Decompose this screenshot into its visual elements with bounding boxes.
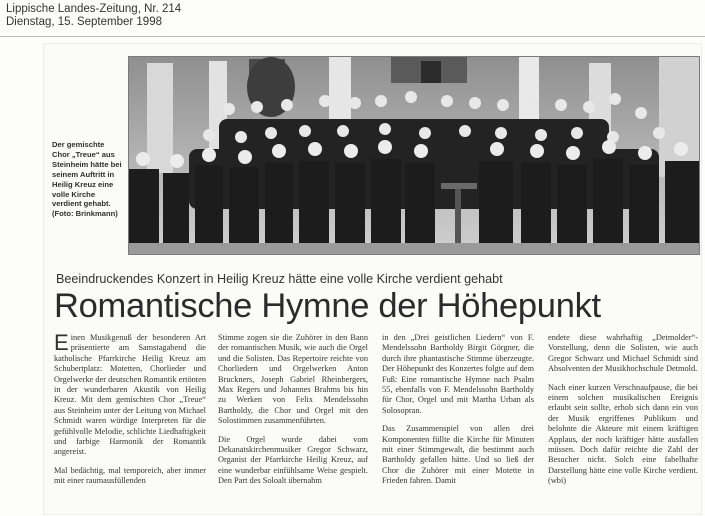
photo-caption: Der gemischte Chor „Treue“ aus Steinheim hätte bei seinem Auftritt in Heilig Kreuz eine volle Kirche verdient gehabt. (Foto: Brinkmann) [52,140,122,219]
paragraph: Nach einer kurzen Verschnaufpause, die bei einem solchen musikalischen Ereignis erlaubt sein sollte, erhob sich dann ein von der Musik ergriffenes Publikum und belohnte die Akteure mit einem kräftigen Applaus, der noch kräftiger hätte ausfallen müssen. Doch dafür reichte die Zahl der Besucher nicht. Solch eine fabelhafte Darstellung hätte eine volle Kirche verdient. (wbi) [548,382,698,486]
paragraph-text: inen Musikgenuß der besonderen Art präsentierte am Samstagabend die katholische Pfarrkirche Heilig Kreuz am Schubertplatz: Motetten, Chorlieder und Orgelwerke der deutschen Romantik ertönten in der wunderbaren Akustik von Heilig Kreuz. Mit dem gemischten Chor „Treue“ aus Steinheim unter der Leitung von Michael Schmidt waren würdige Interpreten für die gefühlvolle Melodie, schlichte Liedhaftigkeit und farbige Harmonik der Romantik angereist. [54,333,206,457]
text-column-2 [218,333,368,495]
paragraph: Das Zusammenspiel von allen drei Komponenten füllte die Kirche für Minuten mit einer Stimmgewalt, die bestimmt auch Bartholdy gefallen hätte. Und so ließ der Chor die Zuhörer mit einer Motette in Frieden fahren. Damit [382,424,534,486]
paragraph: Mal bedächtig, mal temporeich, aber immer mit einer raumausfüllenden [54,465,206,486]
choir-photo [128,56,700,255]
paragraph: endete diese wahrhaftig „Detmolder“-Vorstellung, denn die Solisten, wie auch Gregor Schwarz und Michael Schmidt sind Absolventen der Musikhochschule Detmold. [548,333,698,374]
paragraph: Die Orgel wurde dabei vom Dekanatskirchenmusiker Gregor Schwarz, Organist der Pfarrkirche Heilig Kreuz, auf eine wunderbar einfühlsame Weise gespielt. Den Part des Soloalt übernahm [218,434,368,486]
drop-cap: E [54,330,69,355]
paper-name: Lippische Landes-Zeitung, Nr. 214 [6,3,182,15]
article-headline: Romantische Hymne der Höhepunkt [54,287,601,325]
text-column-3 [382,333,534,495]
article-subheadline: Beeindruckendes Konzert in Heilig Kreuz hätte eine volle Kirche verdient gehabt [56,272,503,286]
paragraph [54,330,206,458]
issue-date: Dienstag, 15. September 1998 [6,16,162,28]
paragraph: Stimme zogen sie die Zuhörer in den Bann der romantischen Musik, wie auch die Orgel und die Solisten. Das Repertoire reichte von Chorliedern und Orgelwerken Anton Bruckners, Joseph Gabriel Rheinbergers, Max Regers und Johannes Brahms bis hin zu Werken von Felix Mendelssohn Bartholdy, die Chor und Orgel mit den Solostimmen zusammenführten. [218,333,368,426]
text-column-1 [54,330,206,495]
paragraph: in den „Drei geistlichen Liedern“ von F. Mendelssohn Bartholdy Birgit Görgner, die durch ihre phantastische Stimme überzeugte. Der Höhepunkt des Konzertes folgte auf dem Fuß: Eine romantische Hymne nach Psalm 55, ebenfalls von F. Mendelssohn Bartholdy für Chor, Orgel und mit Martha Urban als Solosopran. [382,333,534,415]
masthead [6,3,181,29]
masthead-rule [0,36,705,37]
text-column-4 [548,333,698,495]
choir-photo-image [129,57,699,254]
